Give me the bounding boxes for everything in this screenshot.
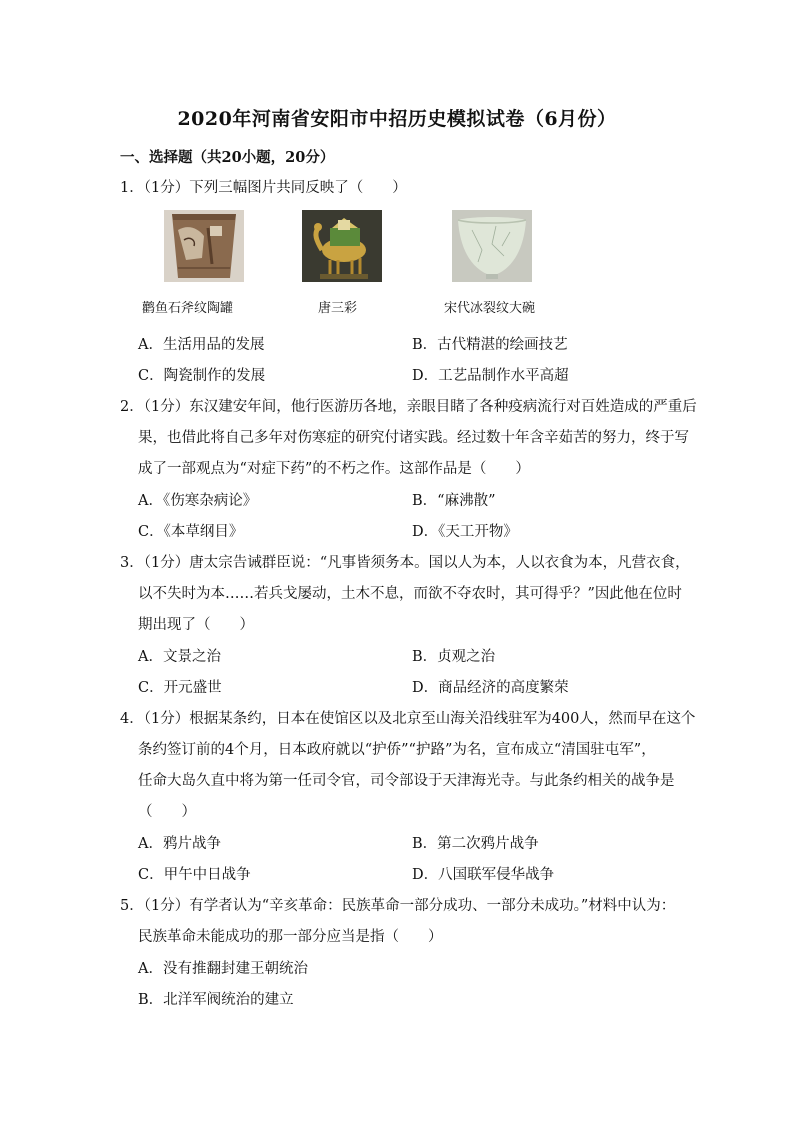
question-1-stem: 1．（1分）下列三幅图片共同反映了（ ） <box>120 180 407 196</box>
q1-option-b: B．古代精湛的绘画技艺 <box>412 337 568 353</box>
question-5-line-1: 5．（1分）有学者认为“辛亥革命：民族革命一部分成功、一部分未成功。”材料中认为： <box>120 898 676 914</box>
q2-option-b: B．“麻沸散” <box>412 493 496 509</box>
q5-option-b: B．北洋军阀统治的建立 <box>138 992 294 1008</box>
stork-fish-axe-pottery-jar-image <box>164 210 244 282</box>
song-ice-crackle-bowl-image <box>452 210 532 282</box>
q4-option-c: C．甲午中日战争 <box>138 867 251 883</box>
question-3-line-3: 期出现了（ ） <box>138 617 254 633</box>
page-title: 2020年河南省安阳市中招历史模拟试卷（6月份） <box>177 108 617 130</box>
image-caption-3: 宋代冰裂纹大碗 <box>444 301 536 316</box>
q1-option-a: A．生活用品的发展 <box>138 337 265 353</box>
q3-option-a: A．文景之治 <box>138 649 221 665</box>
section-heading: 一、选择题（共20小题，20分） <box>120 149 335 166</box>
q2-option-d: D．《天工开物》 <box>412 524 518 540</box>
question-2-line-2: 果，也借此将自己多年对伤寒症的研究付诸实践。经过数十年含辛茹苦的努力，终于写 <box>138 430 689 446</box>
question-4-line-2: 条约签订前的4个月，日本政府就以“护侨”“护路”为名，宣布成立“清国驻屯军”， <box>138 742 656 758</box>
question-2-line-1: 2．（1分）东汉建安年间，他行医游历各地，亲眼目睹了各种疫病流行对百姓造成的严重后 <box>120 399 697 415</box>
image-caption-2: 唐三彩 <box>318 301 358 316</box>
q1-option-d: D．工艺品制作水平高超 <box>412 368 569 384</box>
q3-option-b: B．贞观之治 <box>412 649 496 665</box>
question-3-line-2: 以不失时为本……若兵戈屡动，土木不息，而欲不夺农时，其可得乎？”因此他在位时 <box>138 586 682 602</box>
question-3-line-1: 3．（1分）唐太宗告诫群臣说：“凡事皆须务本。国以人为本，人以衣食为本，凡营衣食， <box>120 555 690 571</box>
tang-sancai-camel-image <box>302 210 382 282</box>
q3-option-d: D．商品经济的高度繁荣 <box>412 680 569 696</box>
question-2-line-3: 成了一部观点为“对症下药”的不朽之作。这部作品是（ ） <box>138 461 530 477</box>
question-4-line-4: （ ） <box>138 804 196 820</box>
q1-option-c: C．陶瓷制作的发展 <box>138 368 266 384</box>
q2-option-c: C．《本草纲目》 <box>138 524 244 540</box>
question-4-line-1: 4．（1分）根据某条约，日本在使馆区以及北京至山海关沿线驻军为400人，然而早在这个 <box>120 711 696 727</box>
q5-option-a: A．没有推翻封建王朝统治 <box>138 961 308 977</box>
q3-option-c: C．开元盛世 <box>138 680 222 696</box>
q2-option-a: A．《伤寒杂病论》 <box>138 493 258 509</box>
q4-option-d: D．八国联军侵华战争 <box>412 867 555 883</box>
question-4-line-3: 任命大岛久直中将为第一任司令官，司令部设于天津海光寺。与此条约相关的战争是 <box>138 773 675 789</box>
q4-option-a: A．鸦片战争 <box>138 836 221 852</box>
image-caption-1: 鹳鱼石斧纹陶罐 <box>142 301 234 316</box>
question-5-line-2: 民族革命未能成功的那一部分应当是指（ ） <box>138 929 443 945</box>
q4-option-b: B．第二次鸦片战争 <box>412 836 539 852</box>
